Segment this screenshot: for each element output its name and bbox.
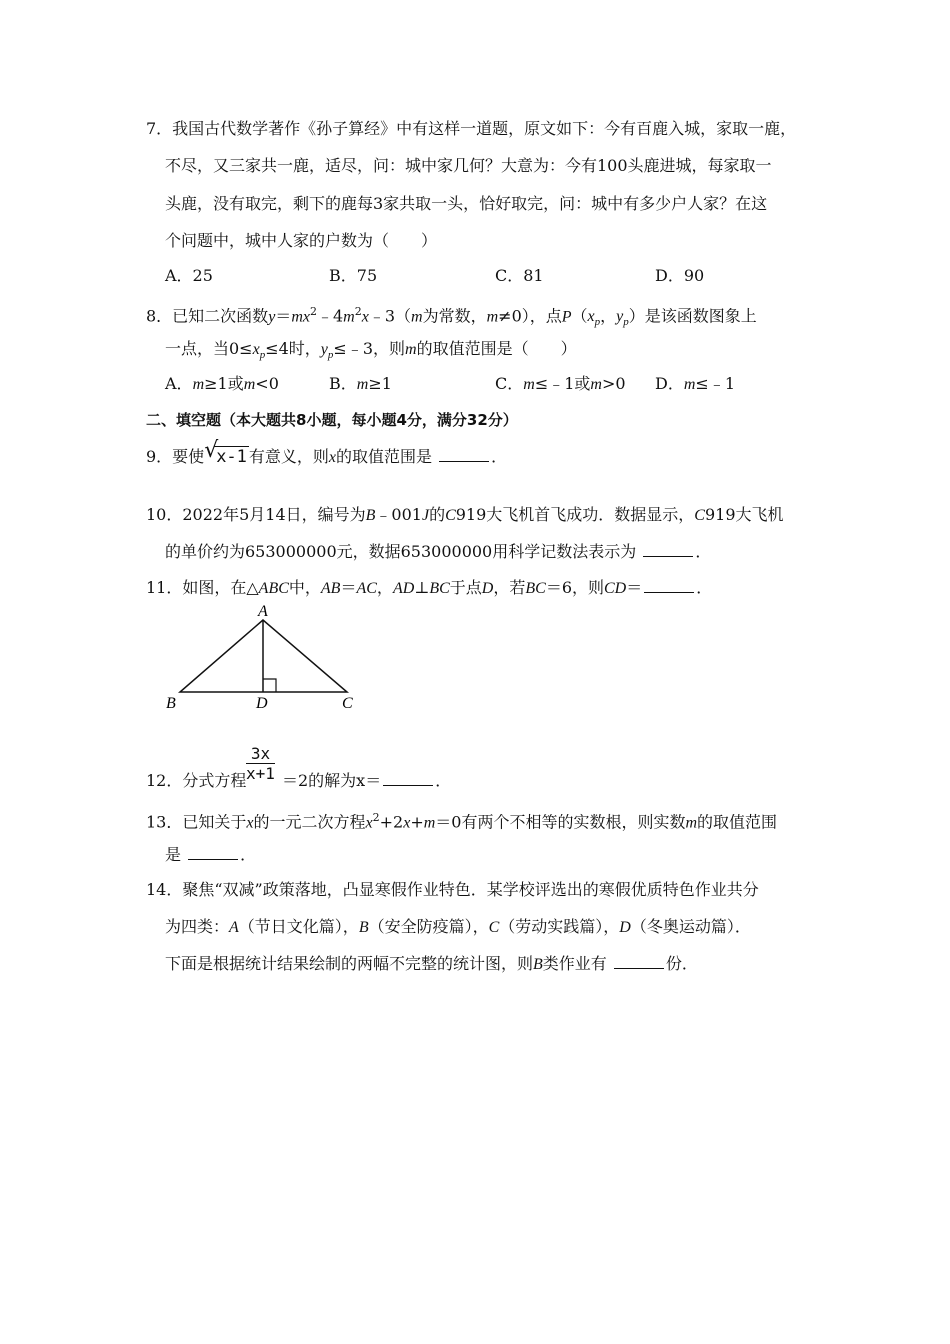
q9-line: 9．要使 √ x-1 有意义，则x的取值范围是 ． [146, 438, 508, 467]
q13-line-1: 13．已知关于x的一元二次方程$x^2+2x+m=0$有两个不相等的实数根，则实数m的取值范围 [146, 811, 778, 832]
q7-option-a: A．25 [165, 266, 213, 285]
q14-line-3: 下面是根据统计结果绘制的两幅不完整的统计图，则B类作业有 份． [165, 954, 698, 973]
q7-line-4: 个问题中，城中人家的户数为（ ） [165, 231, 438, 250]
q8-option-a: A．m≥1或m<0 [165, 374, 279, 393]
q8-option-d: D．m≤﹣1 [655, 374, 735, 393]
q7-option-b: B．75 [329, 266, 378, 285]
q14-line-2: 为四类：A（节日文化篇），B（安全防疫篇），C（劳动实践篇），D（冬奥运动篇）． [165, 917, 751, 936]
q14-line-1: 14．聚焦“双减”政策落地，凸显寒假作业特色．某学校评选出的寒假优质特色作业共分 [146, 880, 759, 899]
label-c: C [342, 695, 353, 712]
q12-suffix: ＝2的解为x＝ ． [282, 771, 452, 790]
sqrt-expression: √ x-1 [204, 438, 247, 467]
q8-line-1: 8．已知二次函数$y=mx^2﹣4m^2x﹣3(m$为常数，m≠0），点$P(x_p$，$y_p$）是该函数图象上 [146, 305, 757, 329]
q7-option-d: D．90 [655, 266, 705, 285]
label-d: D [256, 695, 268, 712]
q7-line-1: 7．我国古代数学著作《孙子算经》中有这样一道题，原文如下：今有百鹿入城，家取一鹿， [146, 119, 797, 138]
q12-fraction: $\frac{3x}{x+1}$ [246, 744, 275, 783]
label-a: A [258, 603, 268, 620]
q8-option-c: C．m≤﹣1或m>0 [495, 374, 626, 393]
q7-line-2: 不尽，又三家共一鹿，适尽，问：城中家几何？大意为：今有100头鹿进城，每家取一 [165, 156, 772, 175]
q12-prefix: 12．分式方程 [146, 771, 247, 790]
q8-option-b: B．m≥1 [329, 374, 392, 393]
q11-line: 11．如图，在△ABC中，AB＝AC，AD⊥BC于点D，若BC＝6，则CD＝ ． [146, 578, 713, 597]
right-angle-mark [263, 679, 276, 692]
q7-line-3: 头鹿，没有取完，剩下的鹿每3家共取一头，恰好取完，问：城中有多少户人家？在这 [165, 194, 768, 213]
q7-option-c: C．81 [495, 266, 544, 285]
section-2-heading: 二、填空题（本大题共8小题，每小题4分，满分32分） [146, 411, 518, 429]
q10-line-2: 的单价约为653000000元，数据653000000用科学记数法表示为 ． [165, 542, 712, 561]
label-b: B [166, 695, 176, 712]
triangle-figure [160, 600, 370, 720]
q8-line-2: 一点，当$0\le x_p\le 4$时，$y_p\le﹣3$，则m的取值范围是（ ） [165, 339, 577, 362]
q10-line-1: 10．2022年5月14日，编号为B﹣001J的C919大飞机首飞成功．数据显示，C919大飞机 [146, 505, 784, 524]
q13-line-2: 是 ． [165, 845, 257, 864]
